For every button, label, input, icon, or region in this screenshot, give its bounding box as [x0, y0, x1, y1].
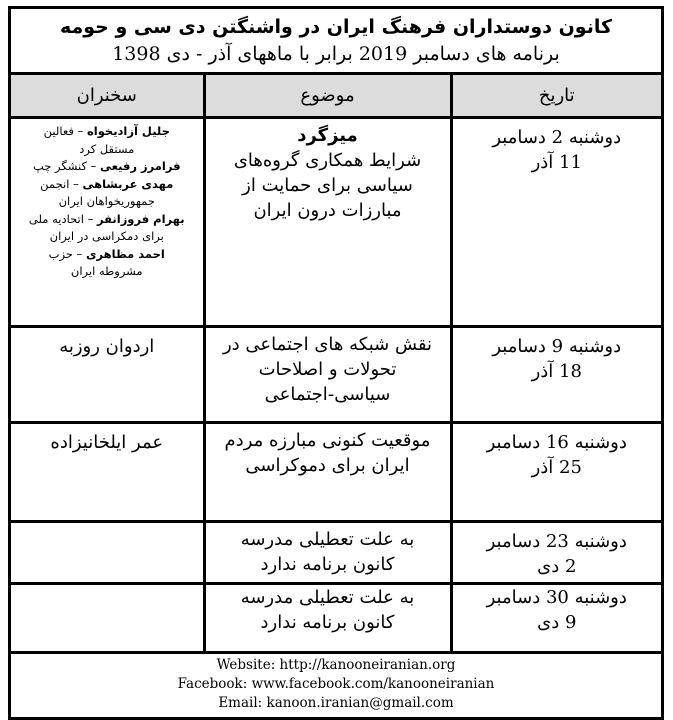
date-persian: 2 دی — [537, 556, 577, 577]
speaker-entry — [11, 211, 203, 229]
topic-line: به علت تعطیلی مدرسه — [240, 529, 415, 550]
speaker-entry — [11, 246, 203, 264]
speakers-cell — [11, 584, 204, 653]
topic-cell — [204, 584, 451, 653]
speaker-role: – فعالین — [43, 124, 87, 138]
table-row — [11, 118, 661, 327]
topic-line: موقعیت کنونی مبارزه مردم — [224, 430, 431, 451]
speakers-cell — [11, 118, 204, 327]
speaker-role: – انجمن — [40, 176, 83, 191]
column-header-speakers: سخنران — [11, 75, 204, 118]
topic-line: سیاسی-اجتماعی — [264, 384, 391, 405]
speaker-entry — [11, 123, 203, 141]
speaker-role: – حزب — [48, 246, 86, 261]
topic-line: مبارزات درون ایران — [253, 200, 402, 221]
speaker-entry — [11, 176, 203, 194]
speaker-role: – اتحادیه ملی — [28, 211, 97, 226]
speaker-name: فرامرز رفیعی — [100, 159, 181, 173]
table-row — [11, 327, 661, 423]
date-cell — [451, 584, 661, 653]
speakers-cell: اردوان روزبه — [11, 327, 204, 423]
topic-cell — [204, 522, 451, 584]
date-cell — [451, 327, 661, 423]
column-header-topic: موضوع — [204, 75, 451, 118]
table-row — [11, 584, 661, 653]
speaker-name: احمد مظاهری — [85, 246, 165, 261]
contact-footer — [11, 654, 661, 717]
topic-line: تحولات و اصلاحات — [258, 359, 397, 380]
speaker-entry — [11, 158, 203, 176]
speaker-role-continued: جمهوریخواهان ایران — [58, 194, 155, 208]
date-gregorian: دوشنبه 9 دسامبر — [492, 336, 622, 357]
topic-line: ایران برای دموکراسی — [245, 455, 410, 476]
program-sheet — [8, 6, 664, 720]
table-row — [11, 522, 661, 584]
speaker-role-continued: مشروطه ایران — [70, 264, 143, 278]
date-gregorian: دوشنبه 30 دسامبر — [486, 587, 627, 608]
speaker-role-continued: مستقل کرد — [79, 141, 135, 156]
topic-line: کانون برنامه ندارد — [260, 554, 395, 575]
speaker-name: جلیل آزادیخواه — [86, 124, 170, 138]
date-gregorian: دوشنبه 2 دسامبر — [492, 127, 622, 148]
topic-line: به علت تعطیلی مدرسه — [240, 587, 415, 608]
column-header-date: تاریخ — [451, 75, 661, 118]
date-persian: 11 آذر — [531, 152, 582, 173]
website-link[interactable]: Website: http://kanooneiranian.org — [216, 657, 456, 673]
speaker-name: بهرام فروزانفر — [97, 211, 185, 226]
topic-cell — [204, 118, 451, 327]
page-subtitle: برنامه های دسامبر 2019 برابر با ماههای آذر - دی 1398 — [112, 43, 560, 65]
date-cell — [451, 118, 661, 327]
date-cell — [451, 423, 661, 522]
date-persian: 25 آذر — [531, 457, 582, 478]
topic-heading: میزگرد — [297, 125, 358, 146]
speaker-role: – کنشگر چپ — [32, 159, 101, 173]
speakers-cell — [11, 522, 204, 584]
email-link[interactable]: Email: kanoon.iranian@gmail.com — [218, 695, 454, 711]
table-header-row — [11, 75, 661, 118]
title-block — [11, 9, 661, 75]
date-persian: 18 آذر — [531, 361, 582, 382]
date-gregorian: دوشنبه 16 دسامبر — [486, 432, 627, 453]
topic-cell — [204, 423, 451, 522]
speaker-role-continued: برای دمکراسی در ایران — [49, 229, 164, 243]
topic-cell — [204, 327, 451, 423]
table-row — [11, 423, 661, 522]
topic-line: شرایط همکاری گروه‌های — [233, 150, 422, 171]
topic-line: سیاسی برای حمایت از — [242, 175, 413, 196]
speakers-cell: عمر ایلخانیزاده — [11, 423, 204, 522]
date-persian: 9 دی — [537, 612, 577, 633]
schedule-table — [11, 75, 661, 654]
date-gregorian: دوشنبه 23 دسامبر — [486, 531, 627, 552]
topic-line: کانون برنامه ندارد — [260, 612, 395, 633]
page-title: کانون دوستداران فرهنگ ایران در واشنگتن دی سی و حومه — [59, 16, 613, 38]
topic-line: نقش شبکه های اجتماعی در — [222, 334, 433, 355]
speaker-name: مهدی عربشاهی — [82, 176, 174, 191]
date-cell — [451, 522, 661, 584]
facebook-link[interactable]: Facebook: www.facebook.com/kanooneiranian — [177, 676, 495, 692]
